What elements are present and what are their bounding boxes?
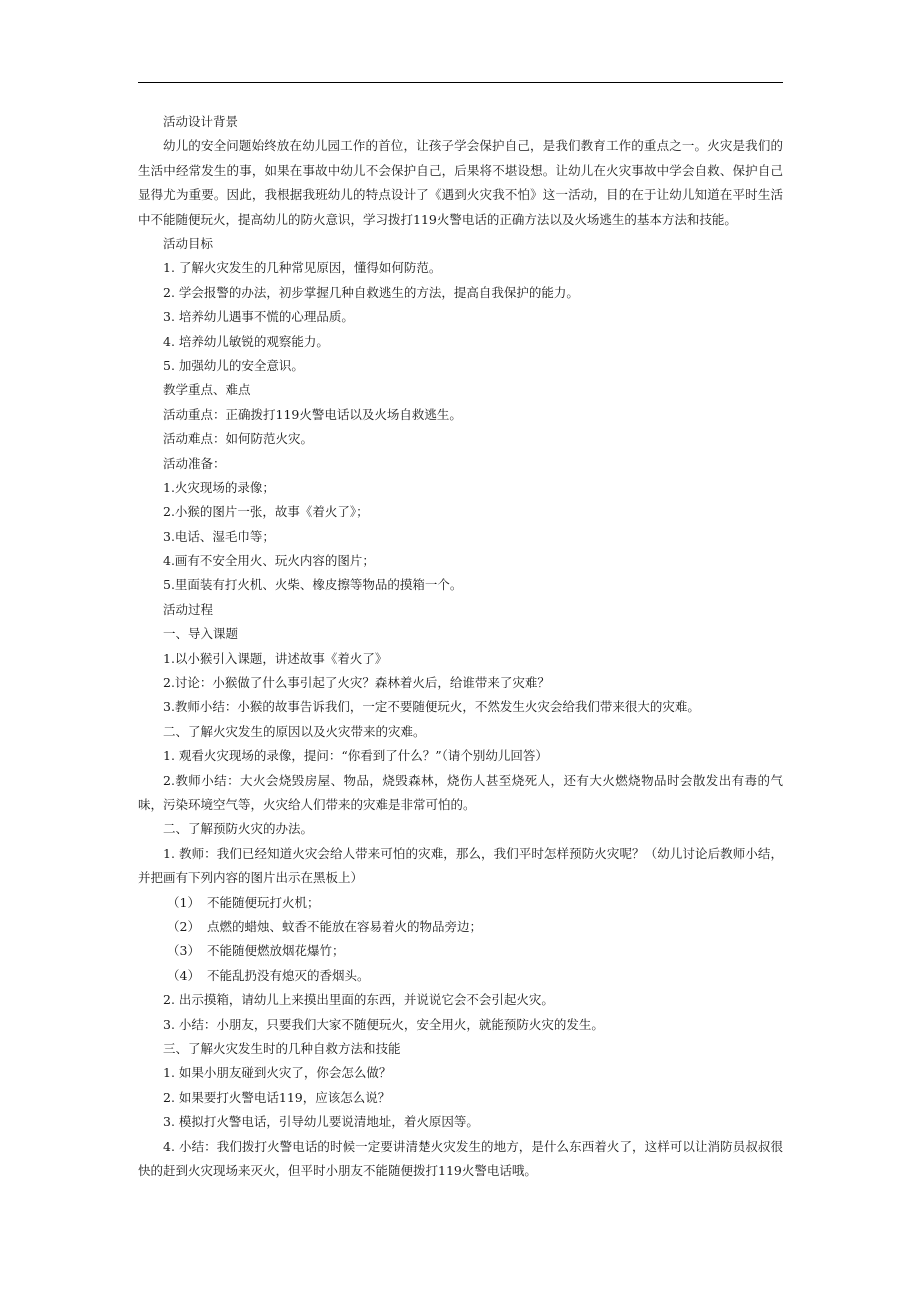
sub-item-number: （2） [167, 919, 200, 935]
section-title-key: 教学重点、难点 [163, 382, 251, 398]
process-paragraph: 4. 小结：我们拨打火警电话的时候一定要讲清楚火灾发生的地方，是什么东西着火了，这样可以让消防员叔叔很快的赶到火灾现场来灭火，但平时小朋友不能随便拨打119火警电话哦。 [138, 1138, 783, 1178]
document-body [138, 110, 783, 1183]
part-title: 二、了解火灾发生的原因以及火灾带来的灾难。 [163, 723, 426, 739]
sub-item-number: （3） [167, 943, 200, 959]
process-paragraph: 2.教师小结：大火会烧毁房屋、物品，烧毁森林，烧伤人甚至烧死人，还有大火燃烧物品时会散发出有毒的气味，污染环境空气等，火灾给人们带来的灾难是非常可怕的。 [138, 772, 783, 813]
sub-item [138, 915, 783, 939]
process-item: 2.讨论：小猴做了什么事引起了火灾？森林着火后，给谁带来了灾难？ [163, 675, 550, 691]
sub-item-text: 不能乱扔没有熄灭的香烟头。 [207, 967, 370, 983]
goal-item: 5. 加强幼儿的安全意识。 [163, 357, 304, 373]
goal-item: 1. 了解火灾发生的几种常见原因，懂得如何防范。 [163, 260, 442, 276]
sub-item-text: 不能随便玩打火机； [207, 894, 320, 910]
part-title: 一、导入课题 [163, 626, 239, 642]
process-item: 3. 模拟打火警电话，引导幼儿要说清地址，着火原因等。 [163, 1114, 479, 1130]
section-title-prep: 活动准备： [163, 455, 226, 471]
process-paragraph: 1. 教师：我们已经知道火灾会给人带来可怕的灾难，那么，我们平时怎样预防火灾呢？（幼儿讨论后教师小结，并把画有下列内容的图片出示在黑板上） [138, 845, 783, 886]
part-title: 三、了解火灾发生时的几种自救方法和技能 [163, 1040, 401, 1056]
sub-item [138, 891, 783, 915]
prep-item: 3.电话、湿毛巾等； [163, 528, 275, 544]
sub-item [138, 964, 783, 988]
process-item: 1. 如果小朋友碰到火灾了，你会怎么做？ [163, 1065, 392, 1081]
sub-item-number: （1） [167, 894, 200, 910]
key-point: 活动重点：正确拨打119火警电话以及火场自救逃生。 [163, 406, 462, 422]
goal-item: 2. 学会报警的办法，初步掌握几种自救逃生的方法，提高自我保护的能力。 [163, 284, 579, 300]
process-item: 3.教师小结：小猴的故事告诉我们，一定不要随便玩火，不然发生火灾会给我们带来很大的灾难。 [163, 699, 700, 715]
prep-item: 2.小猴的图片一张，故事《着火了》； [163, 504, 369, 520]
difficult-point: 活动难点：如何防范火灾。 [163, 431, 314, 447]
process-item: 1. 观看火灾现场的录像，提问：“你看到了什么？”（请个别幼儿回答） [163, 748, 548, 764]
prep-item: 4.画有不安全用火、玩火内容的图片； [163, 553, 375, 569]
process-item: 2. 如果要打火警电话119，应该怎么说？ [163, 1089, 391, 1105]
sub-item-text: 不能随便燃放烟花爆竹； [207, 943, 345, 959]
process-item: 2. 出示摸箱，请幼儿上来摸出里面的东西，并说说它会不会引起火灾。 [163, 992, 554, 1008]
sub-item-text: 点燃的蜡烛、蚊香不能放在容易着火的物品旁边； [207, 919, 483, 935]
process-item: 1.以小猴引入课题，讲述故事《着火了》 [163, 650, 388, 666]
section-title-process: 活动过程 [163, 601, 214, 617]
prep-item: 1.火灾现场的录像； [163, 479, 275, 495]
section-title-background: 活动设计背景 [163, 114, 239, 129]
background-paragraph: 幼儿的安全问题始终放在幼儿园工作的首位，让孩子学会保护自己，是我们教育工作的重点之一。火灾是我们的生活中经常发生的事，如果在事故中幼儿不会保护自己，后果将不堪设想。让幼儿在火灾事故中学会自救、保护自己显得尤为重要。因此，我根据我班幼儿的特点设计了《遇到火灾我不怕》这一活动，目的在于让幼儿知道在平时生活中不能随便玩火，提高幼儿的防火意识，学习拨打119火警电话的正确方法以及火场逃生的基本方法和技能。 [138, 138, 783, 227]
header-rule [138, 82, 783, 83]
goal-item: 4. 培养幼儿敏锐的观察能力。 [163, 333, 329, 349]
sub-item-number: （4） [167, 967, 200, 983]
prep-item: 5.里面装有打火机、火柴、橡皮擦等物品的摸箱一个。 [163, 577, 463, 593]
sub-item [138, 939, 783, 963]
goal-item: 3. 培养幼儿遇事不慌的心理品质。 [163, 309, 354, 325]
section-title-goals: 活动目标 [163, 236, 214, 252]
process-item: 3. 小结：小朋友，只要我们大家不随便玩火，安全用火，就能预防火灾的发生。 [163, 1016, 604, 1032]
part-title: 二、了解预防火灾的办法。 [163, 821, 314, 837]
